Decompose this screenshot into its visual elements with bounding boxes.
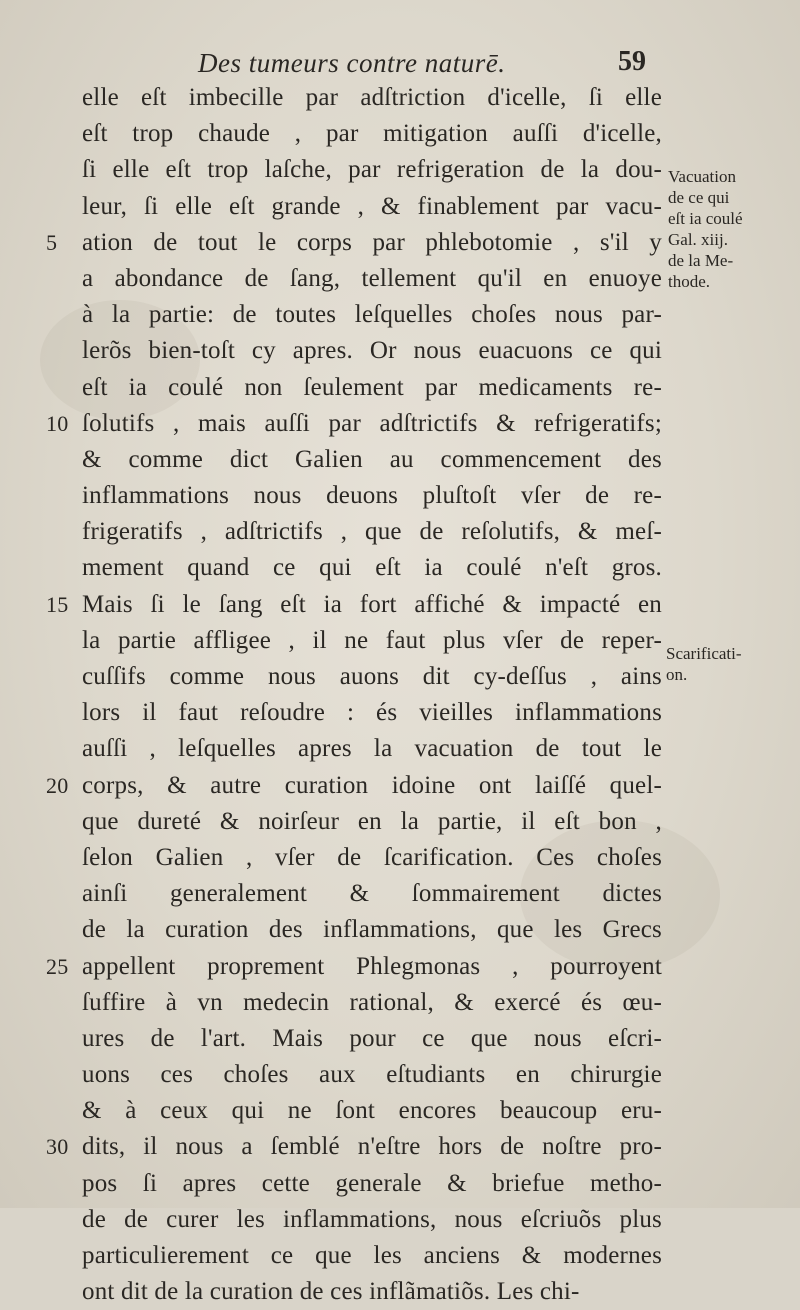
- margin-note-line: Scarificati-: [666, 644, 742, 663]
- line-text: a abondance de ſang, tellement qu'il en enuoye: [82, 264, 662, 292]
- line-text: la partie affligee , il ne faut plus vſer de reper-: [82, 626, 662, 654]
- margin-note-line: thode.: [668, 272, 711, 291]
- text-line: [82, 261, 662, 297]
- margin-note-line: de ce qui: [668, 188, 730, 207]
- line-text: de de curer les inflammations, nous eſcriuõs plus: [82, 1205, 662, 1233]
- line-text: ſi elle eſt trop laſche, par refrigeration de la dou-: [82, 156, 662, 184]
- text-line: [82, 333, 662, 369]
- line-number: 25: [46, 953, 69, 979]
- line-text: pos ſi apres cette generale & briefue metho-: [82, 1169, 662, 1197]
- line-text: mement quand ce qui eſt ia coulé n'eſt gros.: [82, 554, 662, 582]
- text-line: [82, 695, 662, 731]
- margin-note-line: Gal. xiij.: [668, 230, 728, 249]
- text-line: [46, 406, 662, 442]
- text-line: [82, 514, 662, 550]
- line-number: 10: [46, 410, 69, 436]
- text-line: [82, 1093, 662, 1129]
- line-text: à la partie: de toutes leſquelles choſes nous par-: [82, 301, 662, 329]
- text-line: [82, 1021, 662, 1057]
- line-text: ont dit de la curation de ces inflãmatiõs. Les chi-: [82, 1278, 580, 1306]
- text-line: [46, 587, 662, 623]
- line-text: eſt trop chaude , par mitigation auſſi d'icelle,: [82, 120, 662, 148]
- text-line: [82, 912, 662, 948]
- line-text: que dureté & noirſeur en la partie, il eſt bon ,: [82, 807, 662, 835]
- margin-note-line: on.: [666, 665, 688, 684]
- line-text: ſuffire à vn medecin rational, & exercé és œu-: [82, 988, 662, 1016]
- margin-note-vacuation: [668, 166, 743, 292]
- line-text: ation de tout le corps par phlebotomie , s'il y: [82, 228, 662, 256]
- line-number: 15: [46, 591, 69, 617]
- text-line: [82, 189, 662, 225]
- line-text: inflammations nous deuons pluſtoſt vſer de re-: [82, 482, 662, 510]
- text-line: [82, 1238, 662, 1274]
- line-text: lerõs bien-toſt cy apres. Or nous euacuons ce qui: [82, 337, 662, 365]
- text-line: [46, 1129, 662, 1165]
- text-line: [46, 949, 662, 985]
- line-text: cuſſifs comme nous auons dit cy-deſſus , ains: [82, 663, 662, 690]
- text-line: [82, 804, 662, 840]
- text-line: [82, 80, 662, 116]
- text-line: [82, 1202, 662, 1238]
- text-line: [46, 768, 662, 804]
- line-text: uons ces choſes aux eſtudiants en chirurgie: [82, 1061, 662, 1089]
- line-number: 5: [46, 229, 58, 255]
- page-number: 59: [618, 46, 646, 77]
- line-text: eſt ia coulé non ſeulement par medicaments re-: [82, 373, 662, 401]
- line-number: 30: [46, 1134, 69, 1160]
- line-text: ſolutifs , mais auſſi par adſtrictifs & refrigeratifs;: [82, 409, 662, 437]
- line-text: ainſi generalement & ſommairement dictes: [82, 880, 662, 908]
- text-line: [82, 442, 662, 478]
- line-text: ures de l'art. Mais pour ce que nous eſcri-: [82, 1024, 662, 1052]
- page-header: [0, 44, 800, 84]
- text-line: [82, 623, 662, 659]
- text-line: [82, 1166, 662, 1202]
- text-line: [82, 1057, 662, 1093]
- line-number: 20: [46, 772, 69, 798]
- line-text: frigeratifs , adſtrictifs , que de reſolutifs, & meſ-: [82, 518, 662, 546]
- line-text: de la curation des inflammations, que les Grecs: [82, 916, 662, 944]
- line-text: elle eſt imbecille par adſtriction d'icelle, ſi elle: [82, 84, 662, 111]
- line-text: & à ceux qui ne ſont encores beaucoup eru-: [82, 1097, 662, 1125]
- line-text: dits, il nous a ſemblé n'eſtre hors de noſtre pro-: [82, 1133, 662, 1161]
- text-line: [82, 550, 662, 586]
- text-line: [82, 478, 662, 514]
- text-line: [82, 370, 662, 406]
- line-text: corps, & autre curation idoine ont laiſſé quel-: [82, 771, 662, 799]
- line-text: & comme dict Galien au commencement des: [82, 445, 662, 473]
- line-text: ſelon Galien , vſer de ſcarification. Ces choſes: [82, 843, 662, 871]
- text-line: [46, 225, 662, 261]
- text-line: [82, 840, 662, 876]
- running-title: Des tumeurs contre naturē.: [198, 48, 506, 78]
- text-line: [82, 731, 662, 767]
- body-text: [46, 80, 662, 1310]
- text-line: [82, 1274, 662, 1310]
- line-text: appellent proprement Phlegmonas , pourroyent: [82, 952, 662, 980]
- margin-note-scarification: [666, 643, 742, 685]
- text-line: [82, 297, 662, 333]
- text-line: [82, 659, 662, 695]
- margin-note-line: eſt ia coulé: [668, 209, 743, 228]
- line-text: Mais ſi le ſang eſt ia fort affiché & impacté en: [82, 590, 662, 618]
- line-text: particulierement ce que les anciens & modernes: [82, 1242, 662, 1269]
- line-text: leur, ſi elle eſt grande , & finablement par vacu-: [82, 192, 662, 220]
- margin-note-line: de la Me-: [668, 251, 734, 270]
- margin-note-line: Vacuation: [668, 167, 736, 186]
- text-line: [82, 876, 662, 912]
- line-text: auſſi , leſquelles apres la vacuation de tout le: [82, 735, 662, 763]
- text-line: [82, 985, 662, 1021]
- line-text: lors il faut reſoudre : és vieilles inflammations: [82, 699, 662, 727]
- text-line: [82, 116, 662, 152]
- text-line: [82, 152, 662, 188]
